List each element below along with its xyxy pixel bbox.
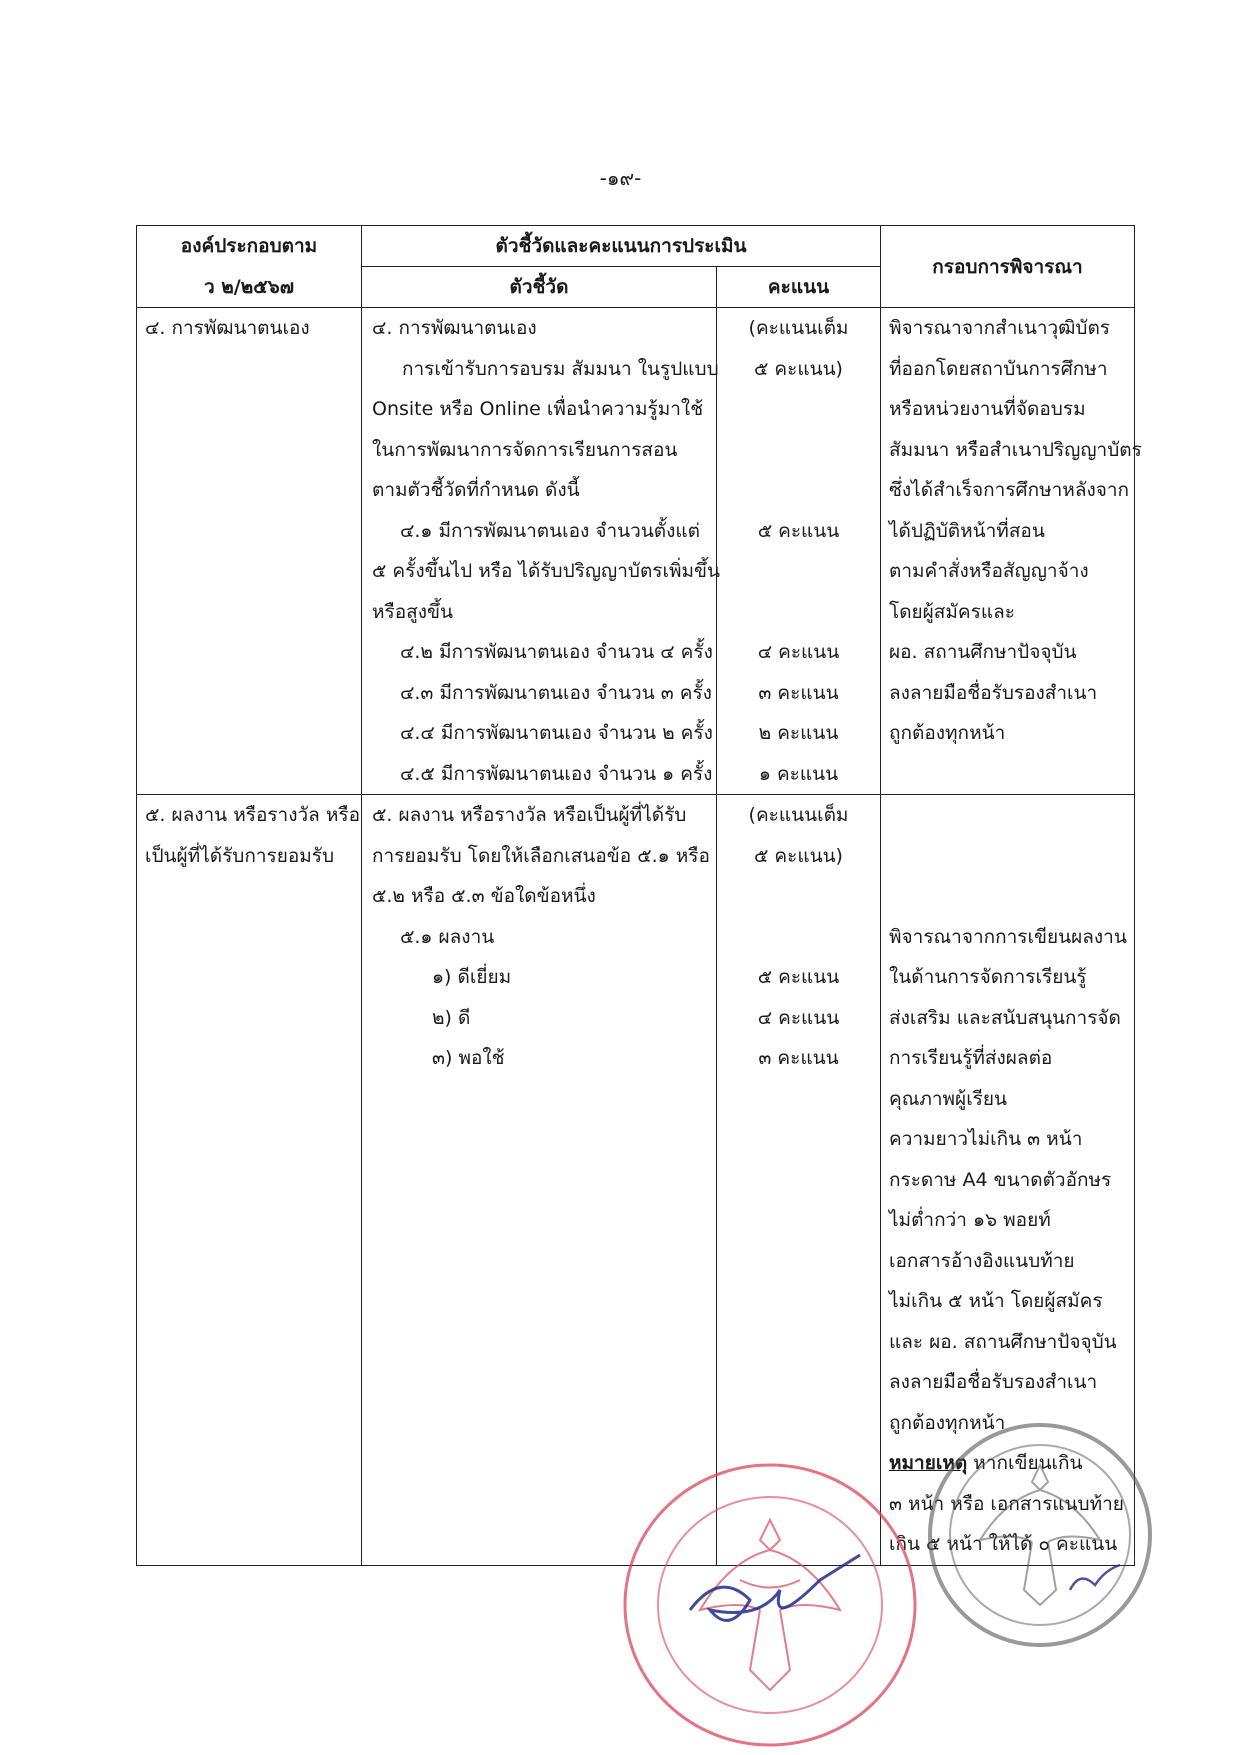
indicator-line: ๕.๒ หรือ ๕.๓ ข้อใดข้อหนึ่ง [372,885,596,907]
score-line: ๔ คะแนน [757,641,840,663]
criteria-line: ตามคำสั่งหรือสัญญาจ้าง [889,560,1089,582]
criteria-line: ไม่เกิน ๕ หน้า โดยผู้สมัคร [889,1290,1103,1312]
header-indicator-group: ตัวชี้วัดและคะแนนการประเมิน [362,226,881,267]
criteria-line: สัมมนา หรือสำเนาปริญญาบัตร [889,438,1142,461]
indicator-line: ๔.๒ มีการพัฒนาตนเอง จำนวน ๔ ครั้ง [400,641,713,663]
header-component [137,226,362,267]
indicator-line: ตามตัวชี้วัดที่กำหนด ดังนี้ [372,479,580,501]
header-criteria: กรอบการพิจารณา [881,226,1135,308]
score-line: ๔ คะแนน [757,1006,840,1029]
criteria-line: กระดาษ A4 ขนาดตัวอักษร [889,1168,1112,1191]
criteria-line: พิจารณาจากการเขียนผลงาน [889,925,1127,948]
indicator-line: ๕ ครั้งขึ้นไป หรือ ได้รับปริญญาบัตรเพิ่มขึ้น [372,560,721,582]
header-component-line1: องค์ประกอบตาม [180,235,318,258]
indicator-line: ๔.๓ มีการพัฒนาตนเอง จำนวน ๓ ครั้ง [400,681,712,704]
header-indicator: ตัวชี้วัด [362,267,717,308]
criteria-line: ผอ. สถานศึกษาปัจจุบัน [889,641,1077,663]
score-line: ๓ คะแนน [758,681,839,704]
criteria-line: พิจารณาจากสำเนาวุฒิบัตร [889,317,1110,339]
evaluation-table [136,225,1142,1566]
note-line: ๓ หน้า หรือ เอกสารแนบท้าย [889,1492,1124,1515]
row5-component [137,795,362,1566]
criteria-line: ส่งเสริม และสนับสนุนการจัด [889,1006,1121,1029]
criteria-line: ซึ่งได้สำเร็จการศึกษาหลังจาก [889,479,1130,501]
criteria-line: คุณภาพผู้เรียน [889,1087,1008,1110]
indicator-line: ๔.๕ มีการพัฒนาตนเอง จำนวน ๑ ครั้ง [400,762,713,785]
office-seal-right [920,1420,1160,1650]
score-line: ๓ คะแนน [758,1047,839,1069]
indicator-line: การเข้ารับการอบรม สัมมนา ในรูปแบบ [402,357,719,380]
note-line: เกิน ๕ หน้า ให้ได้ ๐ คะแนน [889,1533,1118,1555]
component-line: เป็นผู้ที่ได้รับการยอมรับ [145,844,335,867]
criteria-line: ที่ออกโดยสถาบันการศึกษา [889,357,1108,380]
criteria-line: ไม่ต่ำกว่า ๑๖ พอยท์ [889,1209,1051,1231]
note-text: หากเขียนเกิน [967,1452,1083,1474]
table-row-4 [137,308,1135,795]
garuda-icon [700,1520,840,1690]
indicator-line: Onsite หรือ Online เพื่อนำความรู้มาใช้ [372,398,704,420]
criteria-line: เอกสารอ้างอิงแนบท้าย [889,1249,1075,1272]
score-line: (คะแนนเต็ม [748,317,849,339]
indicator-line: หรือสูงขึ้น [372,600,453,623]
criteria-line: ลงลายมือชื่อรับรองสำเนา [889,1371,1098,1393]
row5-score [717,795,881,1566]
score-line: ๒ คะแนน [758,722,839,744]
indicator-line: ๔. การพัฒนาตนเอง [372,317,537,339]
row4-score [717,308,881,795]
score-line: ๕ คะแนน) [754,844,843,867]
score-line: ๑ คะแนน [758,762,839,785]
criteria-line: ถูกต้องทุกหน้า [889,722,1006,744]
indicator-line: ๕. ผลงาน หรือรางวัล หรือเป็นผู้ที่ได้รับ [372,804,687,826]
score-line: ๕ คะแนน) [754,357,843,380]
row4-indicator [362,308,721,795]
component-line: ๕. ผลงาน หรือรางวัล หรือ [145,804,360,826]
row4-component-text: ๔. การพัฒนาตนเอง [145,317,310,339]
score-line: (คะแนนเต็ม [748,804,849,826]
criteria-line: การเรียนรู้ที่ส่งผลต่อ [889,1047,1053,1069]
criteria-line: ความยาวไม่เกิน ๓ หน้า [889,1128,1083,1150]
criteria-line: และ ผอ. สถานศึกษาปัจจุบัน [889,1330,1117,1353]
indicator-line: ๒) ดี [432,1006,471,1029]
row4-criteria [881,308,1142,795]
criteria-line: ถูกต้องทุกหน้า [889,1411,1006,1434]
indicator-line: ในการพัฒนาการจัดการเรียนการสอน [372,438,678,461]
score-line: ๕ คะแนน [757,519,840,542]
indicator-line: ๔.๑ มีการพัฒนาตนเอง จำนวนตั้งแต่ [400,519,700,542]
indicator-line: ๔.๔ มีการพัฒนาตนเอง จำนวน ๒ ครั้ง [400,722,713,744]
garuda-icon [980,1465,1100,1605]
indicator-line: ๓) พอใช้ [432,1047,505,1069]
indicator-line: ๕.๑ ผลงาน [400,925,495,948]
header-component-2: ว ๒/๒๕๖๗ [137,267,362,308]
criteria-line: ได้ปฏิบัติหน้าที่สอน [889,519,1045,542]
criteria-line: โดยผู้สมัครและ [889,600,1015,623]
note-label: หมายเหตุ [889,1452,968,1474]
page-number: -๑๙- [599,166,642,190]
header-row-1 [137,226,1135,267]
signature-icon [1070,1565,1120,1590]
indicator-line: ๑) ดีเยี่ยม [432,966,512,988]
row5-indicator [362,795,717,1566]
criteria-line: ในด้านการจัดการเรียนรู้ [889,966,1087,988]
indicator-line: การยอมรับ โดยให้เลือกเสนอข้อ ๕.๑ หรือ [372,844,710,867]
row4-component [137,308,362,795]
score-line: ๕ คะแนน [757,966,840,988]
criteria-line: หรือหน่วยงานที่จัดอบรม [889,398,1086,420]
criteria-line: ลงลายมือชื่อรับรองสำเนา [889,681,1098,704]
office-seal-left [620,1460,920,1750]
header-score: คะแนน [717,267,881,308]
